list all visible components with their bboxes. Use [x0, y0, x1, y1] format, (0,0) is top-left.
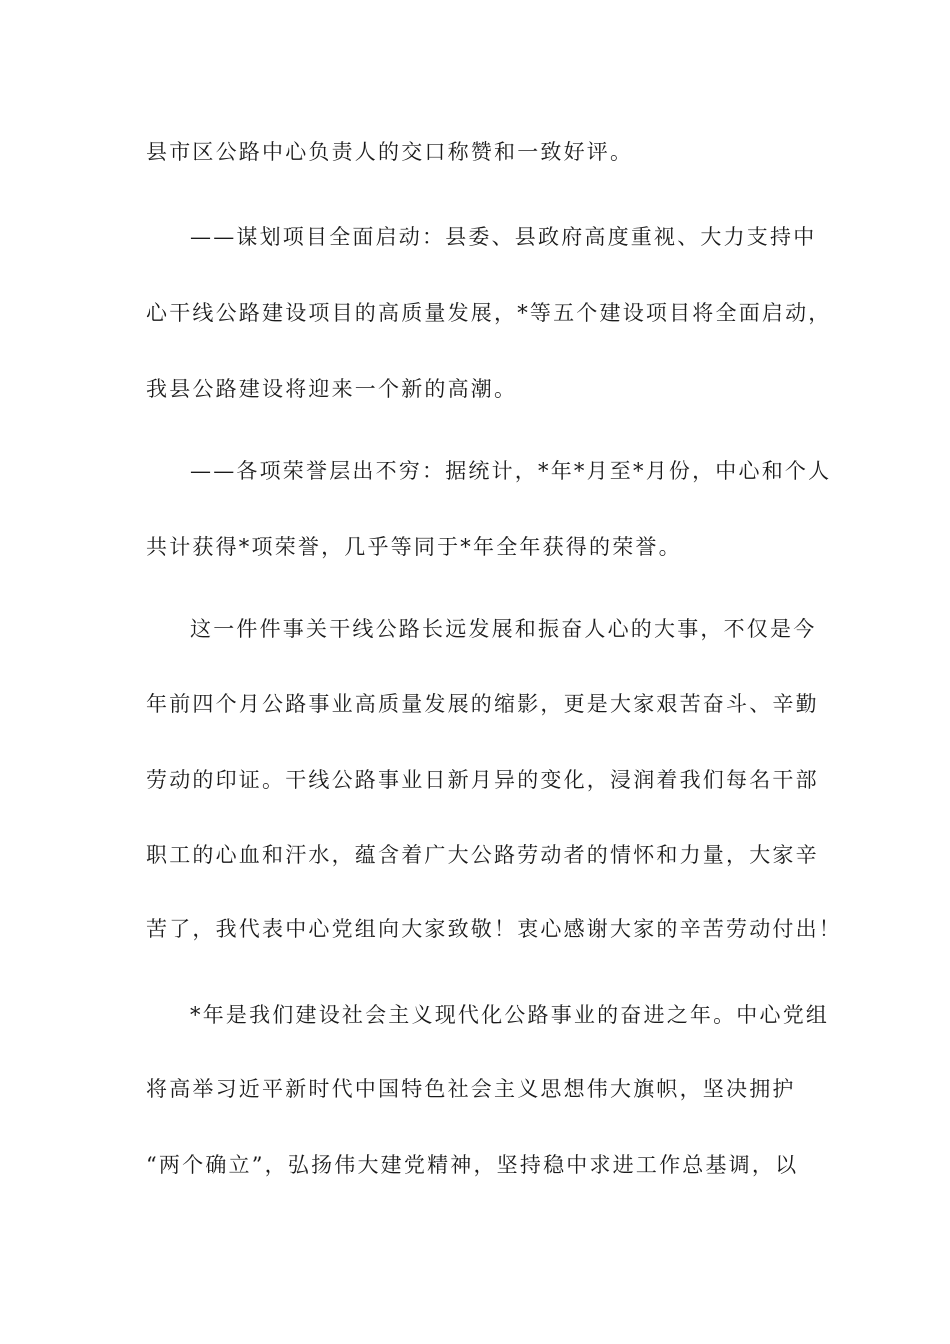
- text-line: *年是我们建设社会主义现代化公路事业的奋进之年。中心党组: [190, 1003, 830, 1027]
- text-line: 职工的心血和汗水，蕴含着广大公路劳动者的情怀和力量，大家辛: [146, 843, 819, 867]
- text-line: 县市区公路中心负责人的交口称赞和一致好评。: [146, 140, 634, 164]
- text-line: 我县公路建设将迎来一个新的高潮。: [146, 377, 518, 401]
- text-line: 将高举习近平新时代中国特色社会主义思想伟大旗帜，坚决拥护: [146, 1077, 796, 1101]
- text-line: “两个确立”，弘扬伟大建党精神，坚持稳中求进工作总基调，以: [146, 1153, 799, 1177]
- text-line: 共计获得*项荣誉，几乎等同于*年全年获得的荣誉。: [146, 535, 682, 559]
- text-line: ——各项荣誉层出不穷：据统计，*年*月至*月份，中心和个人: [190, 459, 832, 483]
- text-line: 苦了，我代表中心党组向大家致敬！衷心感谢大家的辛苦劳动付出！: [146, 917, 842, 941]
- text-line: 年前四个月公路事业高质量发展的缩影，更是大家艰苦奋斗、辛勤: [146, 692, 819, 716]
- text-line: ——谋划项目全面启动：县委、县政府高度重视、大力支持中: [190, 225, 817, 249]
- text-line: 劳动的印证。干线公路事业日新月异的变化，浸润着我们每名干部: [146, 768, 819, 792]
- text-line: 心干线公路建设项目的高质量发展，*等五个建设项目将全面启动，: [146, 301, 832, 325]
- text-line: 这一件件事关干线公路长远发展和振奋人心的大事，不仅是今: [190, 617, 817, 641]
